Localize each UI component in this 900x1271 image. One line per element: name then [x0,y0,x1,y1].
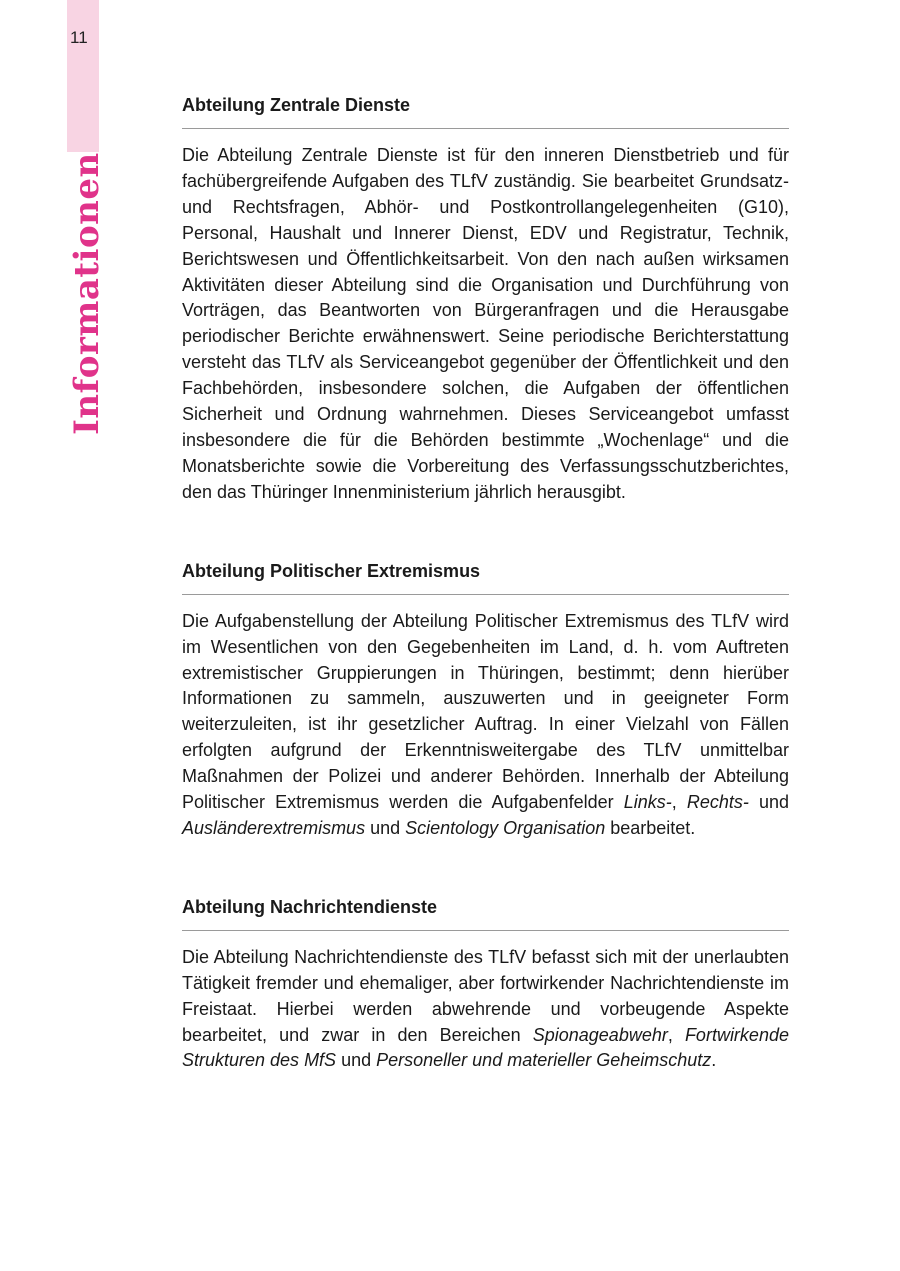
section-politischer-extremismus [182,561,789,842]
section-body: Die Abteilung Zentrale Dienste ist für den inneren Dienstbetrieb und für fachübergreifende Aufgaben des TLfV zuständig. Sie bearbeitet Grundsatz- und Rechtsfragen, Abhör- und Postkontrollangelegenheiten (G10), Personal, Haushalt und Innerer Dienst, EDV und Registratur, Technik, Berichtswesen und Öffentlichkeitsarbeit. Von den nach außen wirksamen Aktivitäten dieser Abteilung sind die Organisation und Durchführung von Vorträgen, das Beantworten von Bürgeranfragen und die Herausgabe periodischer Berichte erwähnenswert. Seine periodische Berichterstattung versteht das TLfV als Serviceangebot gegenüber der Öffentlichkeit und den Fachbehörden, insbesondere solchen, die Aufgaben der öffentlichen Sicherheit und Ordnung wahrnehmen. Dieses Serviceangebot umfasst insbesondere die für die Behörden bestimmte „Wochenlage“ und die Monatsberichte sowie die Vorbereitung des Verfassungsschutzberichtes, den das Thüringer Innenministerium jährlich herausgibt. [182,145,789,502]
section-title: Abteilung Politischer Extremismus [182,561,789,595]
body-text: Die Aufgabenstellung der Abteilung Politischer Extremismus des TLfV wird im Wesentlichen von den Gegebenheiten im Land, d. h. vom Auftreten extremistischer Gruppierungen in Thüringen, bestimmt; denn hierüber Informationen zu sammeln, auszuwerten und in geeigneter Form weiterzuleiten, ist ihr gesetzlicher Auftrag. In einer Vielzahl von Fällen erfolgten aufgrund der Erkenntnisweitergabe des TLfV unmittelbar Maßnahmen der Polizei und anderer Behörden. Innerhalb der Abteilung Politischer Extremismus werden die Aufgabenfelder [182,610,789,813]
italic-term: Spionageabwehr [532,1024,668,1045]
side-tab [67,0,99,152]
body-text: Die Abteilung Nachrichtendienste des TLfV befasst sich mit der unerlaubten Tätigkeit fremder und ehemaliger, aber fortwirkender Nachrichtendienste im Freistaat. Hierbei werden abwehrende und vorbeugende Aspekte bearbeitet, und zwar in den Bereichen [182,946,789,1045]
side-label-text: Informationen [67,152,107,435]
italic-term: Fortwirkende Strukturen des MfS [182,1024,789,1071]
document-content [182,95,789,1074]
section-body: Die Abteilung Nachrichtendienste des TLfV befasst sich mit der unerlaubten Tätigkeit fremder und ehemaliger, aber fortwirkender Nachrichtendienste im Freistaat. Hierbei werden abwehrende und vorbeugende Aspekte bearbeitet, und zwar in den Bereichen Spionageabwehr, Fortwirkende Strukturen des MfS und Personeller und materieller Geheimschutz. [182,946,789,1071]
section-body: Die Aufgabenstellung der Abteilung Politischer Extremismus des TLfV wird im Wesentlichen von den Gegebenheiten im Land, d. h. vom Auftreten extremistischer Gruppierungen in Thüringen, bestimmt; denn hierüber Informationen zu sammeln, auszuwerten und in geeigneter Form weiterzuleiten, ist ihr gesetzlicher Auftrag. In einer Vielzahl von Fällen erfolgten aufgrund der Erkenntnisweitergabe des TLfV unmittelbar Maßnahmen der Polizei und anderer Behörden. Innerhalb der Abteilung Politischer Extremismus werden die Aufgabenfelder Links-, Rechts- und Ausländerextremismus und Scientology Organisation bearbeitet. [182,610,789,838]
section-title: Abteilung Nachrichtendienste [182,897,789,931]
italic-term: Scientology Organisation [405,817,606,838]
section-title: Abteilung Zentrale Dienste [182,95,789,129]
italic-term: Links- [623,792,672,813]
italic-term: Rechts- [686,792,749,813]
italic-term: Personeller und materieller Geheimschutz [376,1050,712,1071]
section-zentrale-dienste [182,95,789,506]
side-label [65,152,107,440]
italic-term: Ausländerextremismus [182,817,366,838]
section-nachrichtendienste [182,897,789,1075]
page-number: 11 [70,28,88,47]
